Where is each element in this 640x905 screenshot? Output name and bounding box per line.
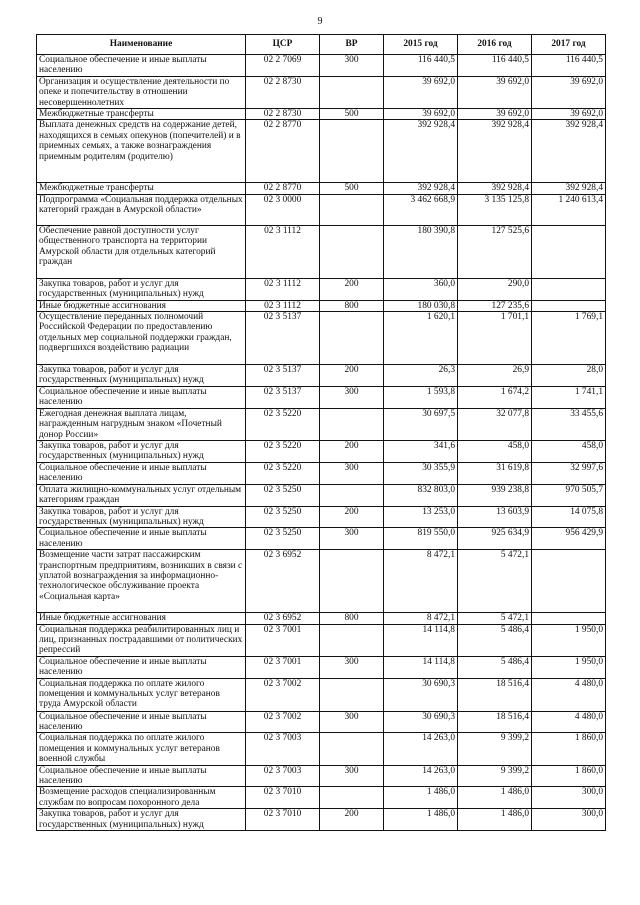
cell-csr: 02 3 7010 [246, 809, 320, 831]
cell-csr: 02 2 8770 [246, 183, 320, 194]
table-row [37, 809, 606, 831]
cell-csr: 02 3 7003 [246, 733, 320, 765]
cell-name: Социальная поддержка реабилитированных лиц и лиц, признанных пострадавшими от политических репрессий [37, 624, 246, 656]
cell-csr: 02 3 5220 [246, 440, 320, 462]
cell-vr: 300 [320, 386, 384, 408]
cell-2015: 39 692,0 [384, 109, 458, 120]
cell-vr: 300 [320, 462, 384, 484]
table-row [37, 484, 606, 506]
cell-2017: 4 480,0 [532, 678, 606, 711]
cell-csr: 02 3 1112 [246, 300, 320, 311]
cell-2016: 290,0 [458, 278, 532, 300]
table-row [37, 278, 606, 300]
cell-name: Социальное обеспечение и иные выплаты населению [37, 656, 246, 678]
cell-2016: 39 692,0 [458, 109, 532, 120]
cell-2017: 392 928,4 [532, 120, 606, 183]
cell-2016: 9 399,2 [458, 765, 532, 787]
cell-2017 [532, 300, 606, 311]
cell-csr: 02 3 5137 [246, 365, 320, 387]
cell-2017: 32 997,6 [532, 462, 606, 484]
cell-name: Социальное обеспечение и иные выплаты населению [37, 386, 246, 408]
cell-vr: 800 [320, 613, 384, 624]
cell-vr [320, 484, 384, 506]
cell-vr: 200 [320, 506, 384, 528]
cell-2017 [532, 278, 606, 300]
cell-2017: 458,0 [532, 440, 606, 462]
cell-2016: 127 235,6 [458, 300, 532, 311]
cell-2016: 1 486,0 [458, 787, 532, 809]
cell-name: Межбюджетные трансферты [37, 109, 246, 120]
cell-name: Оплата жилищно-коммунальных услуг отдельным категориям граждан [37, 484, 246, 506]
cell-vr [320, 550, 384, 613]
cell-csr: 02 3 5250 [246, 528, 320, 550]
cell-2016: 1 701,1 [458, 312, 532, 365]
cell-vr: 300 [320, 528, 384, 550]
cell-2016: 458,0 [458, 440, 532, 462]
cell-2015: 392 928,4 [384, 120, 458, 183]
cell-csr: 02 3 6952 [246, 550, 320, 613]
cell-csr: 02 3 0000 [246, 194, 320, 225]
cell-name: Закупка товаров, работ и услуг для государственных (муниципальных) нужд [37, 506, 246, 528]
cell-name: Социальное обеспечение и иные выплаты населению [37, 55, 246, 77]
cell-2016: 5 486,4 [458, 624, 532, 656]
cell-2017 [532, 550, 606, 613]
cell-2017: 39 692,0 [532, 76, 606, 108]
cell-2017: 1 240 613,4 [532, 194, 606, 225]
cell-vr: 800 [320, 300, 384, 311]
table-row [37, 312, 606, 365]
cell-name: Социальное обеспечение и иные выплаты населению [37, 711, 246, 733]
cell-csr: 02 2 8730 [246, 76, 320, 108]
cell-2016: 116 440,5 [458, 55, 532, 77]
table-row [37, 76, 606, 108]
cell-name: Подпрограмма «Социальная поддержка отдельных категорий граждан в Амурской области» [37, 194, 246, 225]
cell-name: Обеспечение равной доступности услуг общественного транспорта на территории Амурской области для отдельных категорий граждан [37, 225, 246, 278]
cell-2016: 3 135 125,8 [458, 194, 532, 225]
cell-name: Возмещение расходов специализированным службам по вопросам похоронного дела [37, 787, 246, 809]
cell-csr: 02 3 5250 [246, 506, 320, 528]
cell-csr: 02 2 8730 [246, 109, 320, 120]
cell-2016: 26,9 [458, 365, 532, 387]
table-row [37, 300, 606, 311]
cell-2015: 360,0 [384, 278, 458, 300]
cell-2015: 1 486,0 [384, 787, 458, 809]
header-name: Наименование [37, 35, 246, 55]
cell-vr: 500 [320, 183, 384, 194]
cell-csr: 02 3 5220 [246, 462, 320, 484]
table-header-row [37, 35, 606, 55]
cell-2015: 8 472,1 [384, 550, 458, 613]
cell-2016: 9 399,2 [458, 733, 532, 765]
cell-csr: 02 3 5250 [246, 484, 320, 506]
cell-vr [320, 787, 384, 809]
cell-2015: 392 928,4 [384, 183, 458, 194]
cell-vr [320, 120, 384, 183]
cell-name: Организация и осуществление деятельности по опеке и попечительству в отношении несовершеннолетних [37, 76, 246, 108]
cell-2016: 1 486,0 [458, 809, 532, 831]
cell-name: Закупка товаров, работ и услуг для государственных (муниципальных) нужд [37, 809, 246, 831]
table-row [37, 733, 606, 765]
cell-2016: 5 472,1 [458, 550, 532, 613]
table-row [37, 120, 606, 183]
header-csr: ЦСР [246, 35, 320, 55]
cell-csr: 02 3 6952 [246, 613, 320, 624]
cell-2016: 5 472,1 [458, 613, 532, 624]
cell-csr: 02 3 1112 [246, 278, 320, 300]
cell-2016: 32 077,8 [458, 408, 532, 440]
table-row [37, 194, 606, 225]
cell-2017: 1 950,0 [532, 656, 606, 678]
cell-2016: 127 525,6 [458, 225, 532, 278]
cell-2017: 28,0 [532, 365, 606, 387]
cell-2017: 4 480,0 [532, 711, 606, 733]
cell-name: Выплата денежных средств на содержание детей, находящихся в семьях опекунов (попечителей) и в приемных семьях, а также вознаграждения приемным родителям (родителю) [37, 120, 246, 183]
cell-name: Социальное обеспечение и иные выплаты населению [37, 462, 246, 484]
cell-2017: 1 950,0 [532, 624, 606, 656]
cell-vr: 200 [320, 440, 384, 462]
cell-2017: 39 692,0 [532, 109, 606, 120]
cell-2015: 14 263,0 [384, 733, 458, 765]
cell-2016: 5 486,4 [458, 656, 532, 678]
header-2016: 2016 год [458, 35, 532, 55]
table-row [37, 55, 606, 77]
cell-csr: 02 3 7001 [246, 656, 320, 678]
cell-2017: 1 860,0 [532, 733, 606, 765]
cell-name: Социальная поддержка по оплате жилого помещения и коммунальных услуг ветеранов военной службы [37, 733, 246, 765]
cell-csr: 02 3 7002 [246, 678, 320, 711]
table-row [37, 183, 606, 194]
cell-2017: 116 440,5 [532, 55, 606, 77]
cell-name: Ежегодная денежная выплата лицам, награжденным нагрудным знаком «Почетный донор России» [37, 408, 246, 440]
table-row [37, 787, 606, 809]
cell-name: Социальное обеспечение и иные выплаты населению [37, 765, 246, 787]
cell-2015: 1 593,8 [384, 386, 458, 408]
table-row [37, 386, 606, 408]
cell-name: Закупка товаров, работ и услуг для государственных (муниципальных) нужд [37, 278, 246, 300]
cell-vr: 300 [320, 656, 384, 678]
cell-2017 [532, 613, 606, 624]
cell-2016: 1 674,2 [458, 386, 532, 408]
cell-2017 [532, 225, 606, 278]
cell-vr [320, 678, 384, 711]
cell-csr: 02 3 5137 [246, 312, 320, 365]
cell-name: Межбюджетные трансферты [37, 183, 246, 194]
cell-csr: 02 2 8770 [246, 120, 320, 183]
cell-csr: 02 3 7003 [246, 765, 320, 787]
cell-name: Возмещение части затрат пассажирским транспортным предприятиям, возникших в связи с уплатой вознаграждения за информационно-технологическое обслуживание проекта «Социальная карта» [37, 550, 246, 613]
cell-vr [320, 312, 384, 365]
table-row [37, 408, 606, 440]
cell-csr: 02 3 5220 [246, 408, 320, 440]
cell-2016: 18 516,4 [458, 678, 532, 711]
cell-2016: 392 928,4 [458, 183, 532, 194]
cell-2015: 180 390,8 [384, 225, 458, 278]
cell-2015: 30 355,9 [384, 462, 458, 484]
cell-2017: 300,0 [532, 787, 606, 809]
cell-vr [320, 225, 384, 278]
cell-2015: 14 263,0 [384, 765, 458, 787]
cell-2017: 1 769,1 [532, 312, 606, 365]
cell-2015: 819 550,0 [384, 528, 458, 550]
cell-vr [320, 76, 384, 108]
cell-2017: 1 741,1 [532, 386, 606, 408]
cell-name: Иные бюджетные ассигнования [37, 300, 246, 311]
cell-vr [320, 194, 384, 225]
cell-vr: 200 [320, 809, 384, 831]
cell-csr: 02 2 7069 [246, 55, 320, 77]
cell-2015: 14 114,8 [384, 656, 458, 678]
cell-name: Иные бюджетные ассигнования [37, 613, 246, 624]
cell-2017: 392 928,4 [532, 183, 606, 194]
cell-vr: 300 [320, 765, 384, 787]
cell-2015: 3 462 668,9 [384, 194, 458, 225]
table-row [37, 550, 606, 613]
cell-2015: 39 692,0 [384, 76, 458, 108]
cell-2016: 31 619,8 [458, 462, 532, 484]
page-number: 9 [317, 16, 323, 27]
cell-2016: 18 516,4 [458, 711, 532, 733]
budget-table [36, 34, 606, 831]
table-row [37, 678, 606, 711]
cell-2015: 26,3 [384, 365, 458, 387]
cell-csr: 02 3 7001 [246, 624, 320, 656]
cell-name: Осуществление переданных полномочий Российской Федерации по предоставлению отдельных мер социальной поддержки граждан, подвергшихся воздействию радиации [37, 312, 246, 365]
cell-2017: 33 455,6 [532, 408, 606, 440]
cell-csr: 02 3 5137 [246, 386, 320, 408]
cell-name: Социальная поддержка по оплате жилого помещения и коммунальных услуг ветеранов труда Амурской области [37, 678, 246, 711]
header-2017: 2017 год [532, 35, 606, 55]
cell-vr: 200 [320, 278, 384, 300]
cell-2017: 300,0 [532, 809, 606, 831]
cell-vr [320, 624, 384, 656]
cell-2015: 116 440,5 [384, 55, 458, 77]
cell-vr: 300 [320, 55, 384, 77]
cell-2016: 39 692,0 [458, 76, 532, 108]
cell-name: Социальное обеспечение и иные выплаты населению [37, 528, 246, 550]
cell-2015: 14 114,8 [384, 624, 458, 656]
header-vr: ВР [320, 35, 384, 55]
table-row [37, 225, 606, 278]
table-row [37, 528, 606, 550]
cell-2015: 1 620,1 [384, 312, 458, 365]
cell-vr: 300 [320, 711, 384, 733]
table-row [37, 462, 606, 484]
cell-name: Закупка товаров, работ и услуг для государственных (муниципальных) нужд [37, 365, 246, 387]
cell-2015: 30 690,3 [384, 711, 458, 733]
cell-2015: 341,6 [384, 440, 458, 462]
table-row [37, 624, 606, 656]
cell-2015: 13 253,0 [384, 506, 458, 528]
cell-vr [320, 408, 384, 440]
header-2015: 2015 год [384, 35, 458, 55]
table-row [37, 613, 606, 624]
table-row [37, 109, 606, 120]
cell-2016: 13 603,9 [458, 506, 532, 528]
cell-csr: 02 3 7010 [246, 787, 320, 809]
cell-2015: 30 697,5 [384, 408, 458, 440]
cell-2017: 1 860,0 [532, 765, 606, 787]
cell-vr: 500 [320, 109, 384, 120]
cell-2017: 970 505,7 [532, 484, 606, 506]
table-row [37, 506, 606, 528]
cell-vr: 200 [320, 365, 384, 387]
table-row [37, 656, 606, 678]
cell-2015: 832 803,0 [384, 484, 458, 506]
cell-name: Закупка товаров, работ и услуг для государственных (муниципальных) нужд [37, 440, 246, 462]
cell-csr: 02 3 7002 [246, 711, 320, 733]
table-row [37, 765, 606, 787]
cell-2015: 1 486,0 [384, 809, 458, 831]
cell-2016: 392 928,4 [458, 120, 532, 183]
cell-2017: 956 429,9 [532, 528, 606, 550]
table-row [37, 365, 606, 387]
cell-2016: 925 634,9 [458, 528, 532, 550]
cell-csr: 02 3 1112 [246, 225, 320, 278]
cell-2017: 14 075,8 [532, 506, 606, 528]
table-row [37, 440, 606, 462]
cell-2016: 939 238,8 [458, 484, 532, 506]
cell-2015: 8 472,1 [384, 613, 458, 624]
cell-2015: 180 030,8 [384, 300, 458, 311]
cell-2015: 30 690,3 [384, 678, 458, 711]
cell-vr [320, 733, 384, 765]
table-row [37, 711, 606, 733]
